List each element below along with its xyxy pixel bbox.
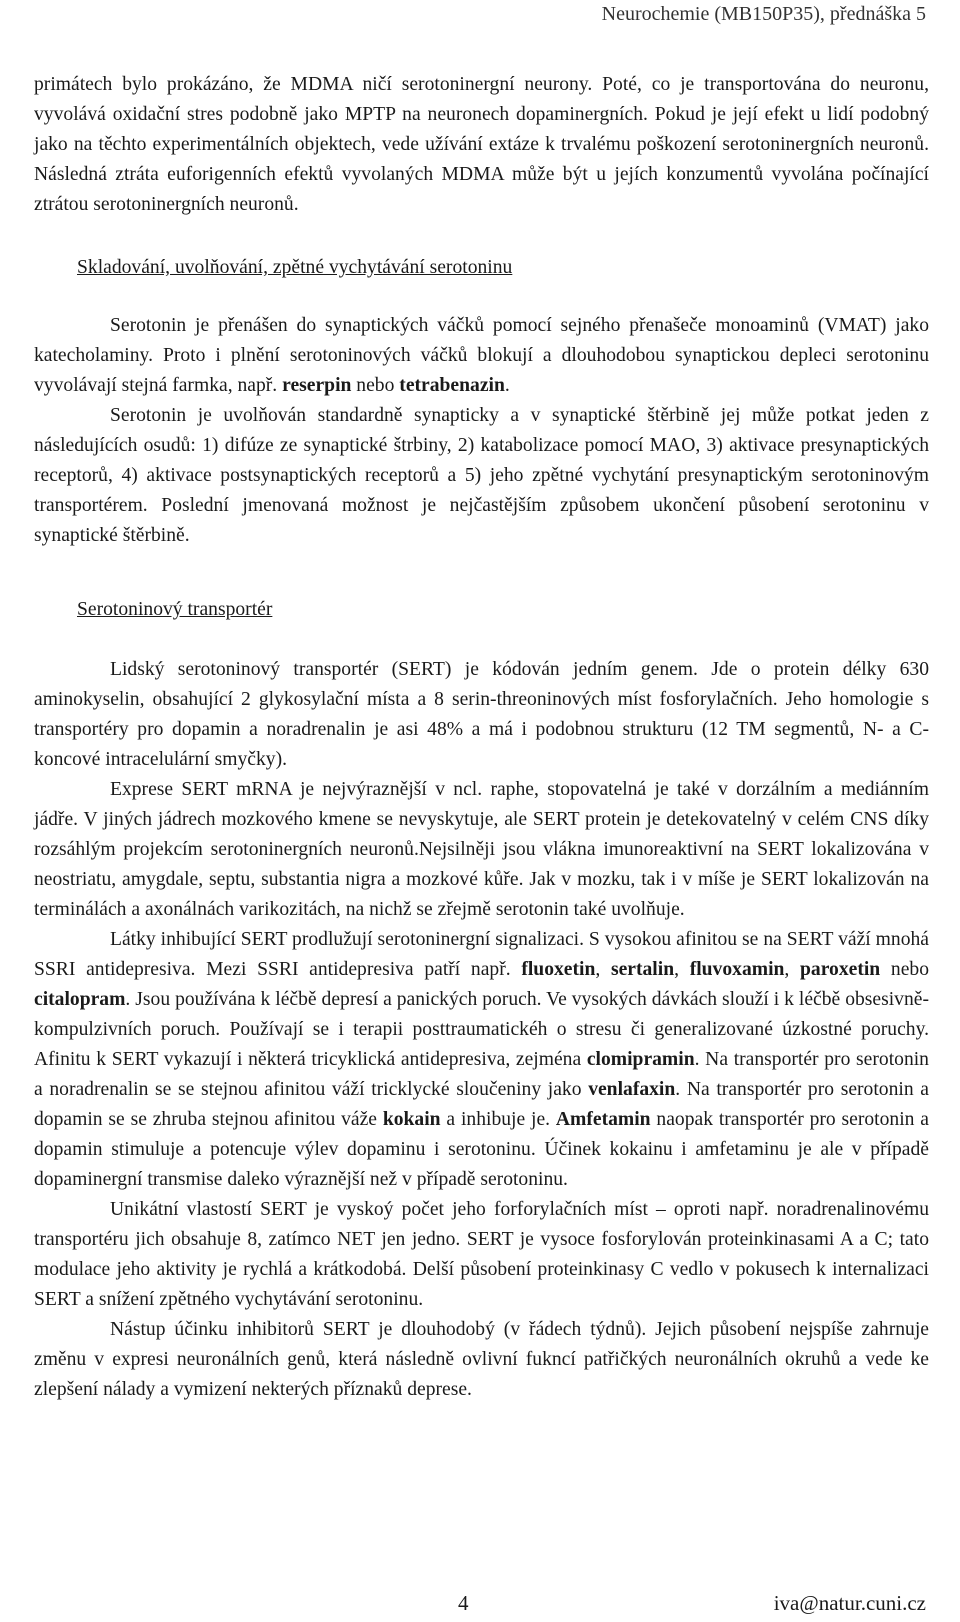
paragraph-sert-onset: Nástup účinku inhibitorů SERT je dlouhodobý (v řádech týdnů). Jejich působení nejspíše zahrnuje změnu v expresi neuronálních genů, která následně ovlivní fukncí patřičkých neuronálních okruhů a vede ke zlepšení nálady a vymizení nekterých příznaků deprese. [34, 1319, 929, 1400]
drug-clomipramin: clomipramin [586, 1049, 695, 1070]
paragraph-sert-phosphorylation: Unikátní vlastostí SERT je vyskoý počet jeho forforylačních míst – oproti např. noradrenalinovému transportéru jich obsahuje 8, zatímco NET jen jedno. SERT je vysoce fosforylován proteinkinasami A a C; tato modulace jeho aktivity je rychlá a krátkodobá. Delší působení proteinkinasy C vedlo v pokusech k internalizaci SERT a snížení zpětného vychytávání serotoninu. [34, 1199, 929, 1310]
section-heading-storage: Skladování, uvolňování, zpětné vychytávání serotoninu [77, 257, 513, 278]
drug-sertalin: sertalin [610, 959, 675, 980]
page-number: 4 [458, 1591, 469, 1615]
footer-email: iva@natur.cuni.cz [773, 1591, 926, 1615]
section-heading-sert: Serotoninový transportér [77, 599, 273, 620]
drug-fluvoxamin: fluvoxamin [689, 959, 785, 980]
drug-amfetamin: Amfetamin [555, 1109, 651, 1130]
drug-kokain: kokain [382, 1109, 441, 1130]
drug-paroxetin: paroxetin [800, 959, 881, 980]
paragraph-sert-inhibitors: Látky inhibující SERT prodlužují serotoninergní signalizaci. S vysokou afinitou se na SERT váží mnohá SSRI antidepresiva. Mezi SSRI antidepresiva patří např. fluoxetin, sertalin, fluvoxamin, paroxetin nebo citalopram. Jsou používána k léčbě depresí a panických poruch. Ve vysokých dávkách slouží i k léčbě obsesivně-kompulzivních poruch. Používají se i terapii posttraumatickéh o stresu či generalizované úzkostné poruchy. Afinitu k SERT vykazují i některá tricyklická antidepresiva, zejména clomipramin. Na transportér pro serotonin a noradrenalin se se stejnou afinitou váží tricklycké sloučeniny jako venlafaxin. Na transportér pro serotonin a dopamin se se zhruba stejnou afinitou váže kokain a inhibuje je. Amfetamin naopak transportér pro serotonin a dopamin stimuluje a potencuje výlev dopaminu i serotoninu. Účinek kokainu i amfetaminu je ale v případě dopaminergní transmise daleko výraznější než v případě serotoninu. [34, 929, 929, 1190]
drug-venlafaxin: venlafaxin [588, 1079, 676, 1100]
paragraph-sert-expression: Exprese SERT mRNA je nejvýraznější v ncl. raphe, stopovatelná je také v dorzálním a mediánním jádře. V jiných jádrech mozkového kmene se nevyskytuje, ale SERT protein je detekovatelný v celém CNS díky rozsáhlým projekcím serotoninergních neuronů.Nejsilněji jsou vlákna imunoreaktivní na SERT lokalizována v neostriatu, amygdale, septu, substantia nigra a mozkové kůře. Jak v mozku, tak i v míše je SERT lokalizován na terminálách a axonálnách varikozitách, na nichž se zřejmě serotonin také uvolňuje. [34, 779, 929, 920]
paragraph-mdma: primátech bylo prokázáno, že MDMA ničí serotoninergní neurony. Poté, co je transportována do neuronu, vyvolává oxidační stres podobně jako MPTP na neuronech dopaminergních. Pokud je její efekt u lidí podobný jako na těchto experimentálních objektech, vede užívání extáze k trvalému poškození serotoninergních neuronů. Následná ztráta euforigenních efektů vyvolaných MDMA může být u jejích konzumentů vyvolána počínající ztrátou serotoninergních neuronů. [34, 74, 929, 215]
paragraph-vmat: Serotonin je přenášen do synaptických váčků pomocí sejného přenašeče monoaminů (VMAT) jako katecholaminy. Proto i plnění serotoninových váčků blokují a dlouhodobou synaptickou depleci serotoninu vyvolávají stejná farmka, např. reserpin nebo tetrabenazin. [34, 315, 929, 396]
drug-fluoxetin: fluoxetin [521, 959, 596, 980]
drug-citalopram: citalopram [34, 989, 126, 1010]
paragraph-release: Serotonin je uvolňován standardně synapticky a v synaptické štěrbině jej může potkat jeden z následujících osudů: 1) difúze ze synaptické štrbiny, 2) katabolizace pomocí MAO, 3) aktivace presynaptických receptorů, 4) aktivace postsynaptických receptorů a 5) jeho zpětné vychytání presynaptickým serotoninovým transportérem. Poslední jmenovaná možnost je nejčastějším způsobem ukončení působení serotoninu v synaptické štěrbině. [34, 405, 929, 546]
paragraph-sert-gene: Lidský serotoninový transportér (SERT) je kódován jedním genem. Jde o protein délky 630 aminokyselin, obsahující 2 glykosylační místa a 8 serin-threoninových míst fosforylačních. Jeho homologie s transportéry pro dopamin a noradrenalin je asi 48% a má i podobnou strukturu (12 TM segmentů, N- a C- koncové intracelulární smyčky). [34, 659, 929, 770]
drug-reserpin: reserpin [282, 375, 352, 396]
running-header: Neurochemie (MB150P35), přednáška 5 [601, 3, 926, 25]
drug-tetrabenazin: tetrabenazin [399, 375, 505, 396]
document-body [34, 70, 929, 1405]
